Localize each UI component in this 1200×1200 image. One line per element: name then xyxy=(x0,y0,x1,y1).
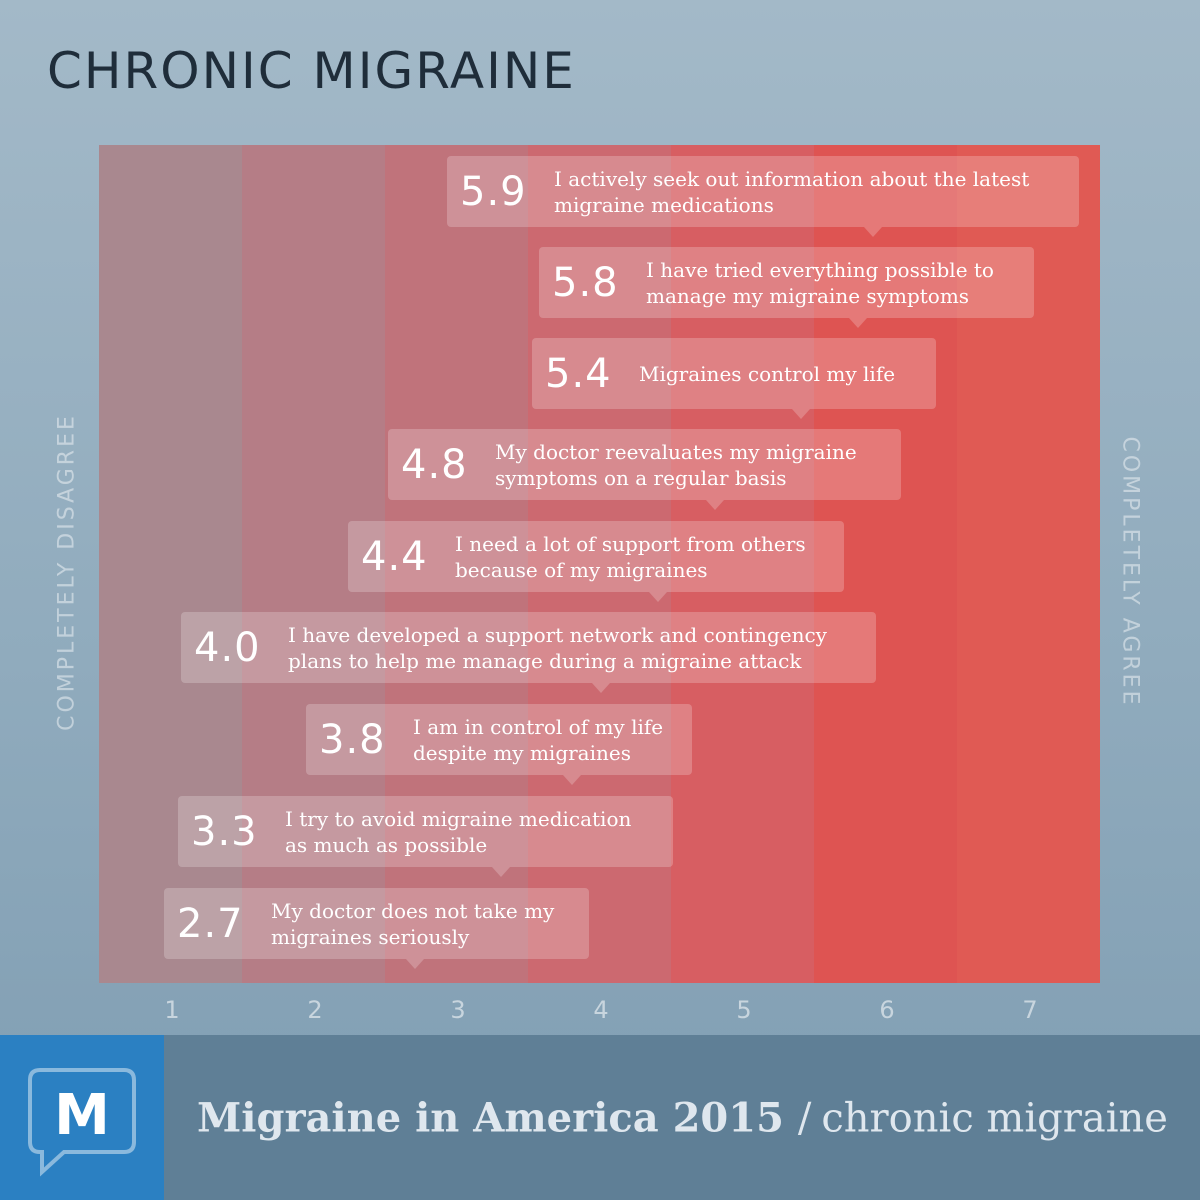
speech-bubble-logo-icon xyxy=(26,1066,138,1178)
statement-value: 5.4 xyxy=(545,350,612,397)
x-tick-label: 1 xyxy=(164,996,180,1024)
statement-text-line: Migraines control my life xyxy=(639,361,896,386)
x-tick-label: 3 xyxy=(450,996,466,1024)
statement-text xyxy=(285,806,631,858)
statement-text-line: symptoms on a regular basis xyxy=(495,465,787,490)
x-tick-label: 7 xyxy=(1022,996,1038,1024)
statement-text-line: because of my migraines xyxy=(455,557,708,582)
logo-letter: M xyxy=(54,1083,110,1148)
statement-value: 3.8 xyxy=(319,716,386,763)
statement-text-line: I need a lot of support from others xyxy=(455,531,806,556)
page-title: CHRONIC MIGRAINE xyxy=(47,42,576,100)
statement-text-line: migraine medications xyxy=(554,192,774,217)
logo[interactable] xyxy=(0,1035,164,1200)
statement-callout xyxy=(306,704,692,775)
statement-text-line: I actively seek out information about the latest xyxy=(554,166,1030,191)
statement-text-line: despite my migraines xyxy=(413,740,631,765)
statement-text-line: manage my migraine symptoms xyxy=(646,283,970,308)
statement-text xyxy=(639,361,895,387)
statement-text xyxy=(271,898,554,950)
statement-value: 4.0 xyxy=(194,624,261,671)
x-tick-label: 4 xyxy=(593,996,609,1024)
statement-text-line: as much as possible xyxy=(285,832,488,857)
statement-callout xyxy=(532,338,936,409)
statement-callout xyxy=(181,612,876,683)
x-tick-label: 5 xyxy=(736,996,752,1024)
footer xyxy=(0,1035,1200,1200)
right-scale-label: COMPLETELY AGREE xyxy=(1117,436,1143,708)
statement-value: 2.7 xyxy=(177,900,244,947)
footer-text xyxy=(197,1094,1168,1141)
x-tick-label: 2 xyxy=(307,996,323,1024)
statement-text-line: plans to help me manage during a migraine attack xyxy=(288,648,802,673)
statement-callout xyxy=(388,429,901,500)
statement-callout xyxy=(539,247,1034,318)
statement-value: 5.9 xyxy=(460,168,527,215)
statement-text xyxy=(646,257,994,309)
statement-text xyxy=(554,166,1029,218)
footer-title: Migraine in America 2015 xyxy=(197,1094,784,1141)
statement-value: 4.4 xyxy=(361,533,428,580)
statement-text-line: I am in control of my life xyxy=(413,714,664,739)
statement-text-line: My doctor reevaluates my migraine xyxy=(495,439,857,464)
statement-text-line: I try to avoid migraine medication xyxy=(285,806,632,831)
statement-text xyxy=(455,531,806,583)
statement-text xyxy=(413,714,663,766)
statement-text-line: My doctor does not take my xyxy=(271,898,555,923)
left-scale-label: COMPLETELY DISAGREE xyxy=(54,413,80,731)
statement-callout xyxy=(348,521,844,592)
x-tick-label: 6 xyxy=(879,996,895,1024)
statement-callout xyxy=(447,156,1079,227)
statement-value: 4.8 xyxy=(401,441,468,488)
statement-value: 5.8 xyxy=(552,259,619,306)
statement-text-line: migraines seriously xyxy=(271,924,470,949)
chart-area xyxy=(99,145,1100,983)
statement-callout xyxy=(164,888,589,959)
statement-value: 3.3 xyxy=(191,808,258,855)
statement-callout xyxy=(178,796,673,867)
statement-text xyxy=(495,439,857,491)
footer-subtitle: chronic migraine xyxy=(821,1095,1168,1141)
statement-text-line: I have developed a support network and contingency xyxy=(288,622,827,647)
statement-text-line: I have tried everything possible to xyxy=(646,257,994,282)
statement-text xyxy=(288,622,827,674)
footer-separator: / xyxy=(797,1095,812,1141)
